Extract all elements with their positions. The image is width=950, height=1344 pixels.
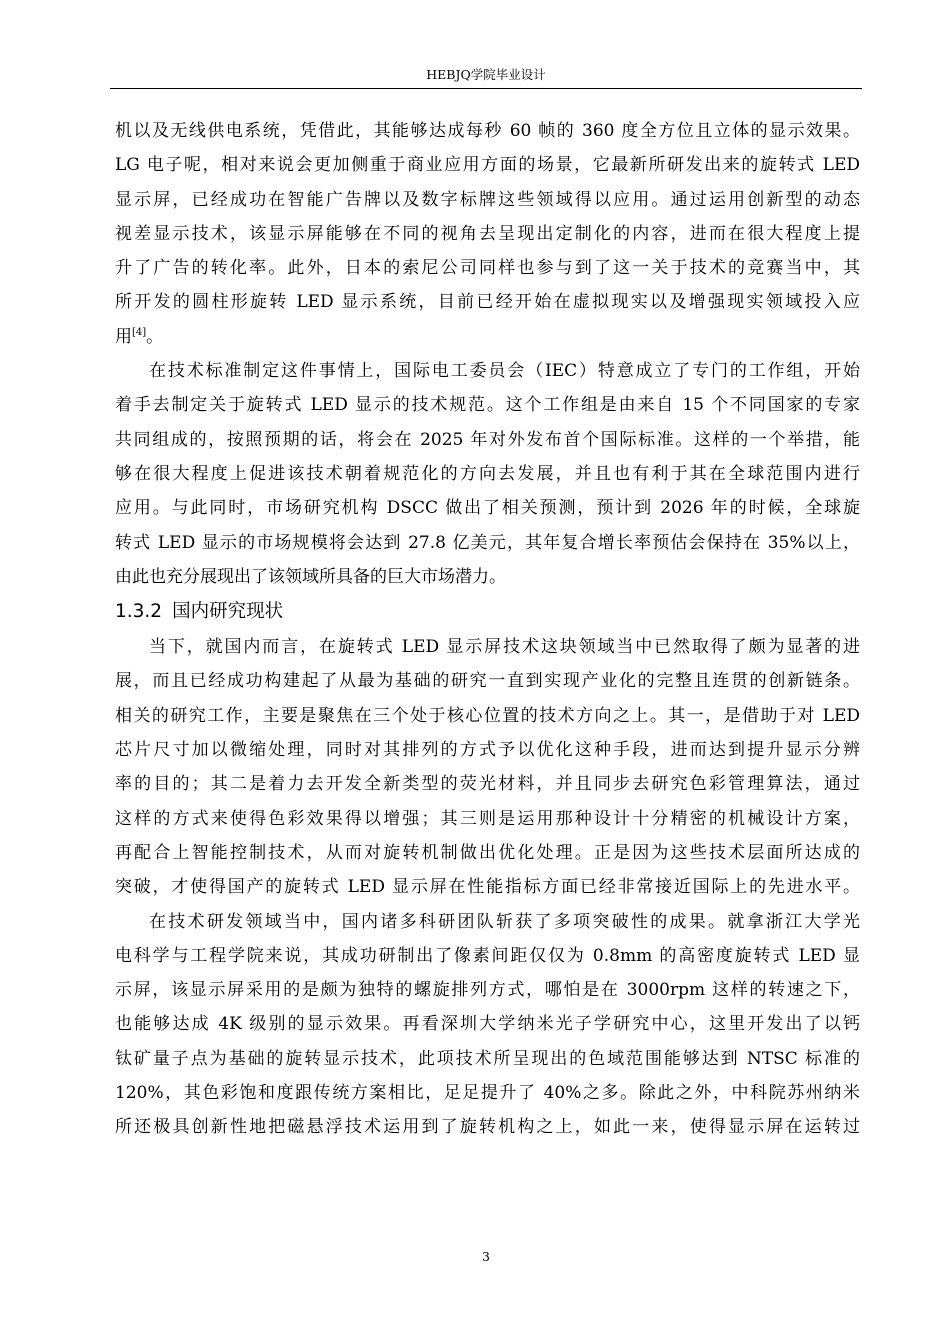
text-line: 机以及无线供电系统，凭借此，其能够达成每秒 60 帧的 360 度全方位且立体的显示效果。 — [115, 121, 860, 141]
text-line: 所还极具创新性地把磁悬浮技术运用到了旋转机构之上，如此一来，使得显示屏在运转过 — [115, 1117, 860, 1138]
text-line: 显示屏，已经成功在智能广告牌以及数字标牌这些领域得以应用。通过运用创新型的动态 — [115, 189, 860, 210]
text-line: 钛矿量子点为基础的旋转显示技术，此项技术所呈现出的色域范围能够达到 NTSC 标准的 — [115, 1048, 860, 1069]
text-line: LG 电子呢，相对来说会更加侧重于商业应用方面的场景，它最新所研发出来的旋转式 LED — [115, 155, 860, 176]
page-number: 3 — [482, 1249, 490, 1264]
text-line: 突破，才使得国产的旋转式 LED 显示屏在性能指标方面已经非常接近国际上的先进水平。 — [115, 877, 860, 898]
text-line: 着手去制定关于旋转式 LED 显示的技术规范。这个工作组是由来自 15 个不同国家的专家 — [115, 395, 860, 416]
section-title: 国内研究现状 — [172, 601, 284, 623]
text-line: 芯片尺寸加以微缩处理，同时对其排列的方式予以优化这种手段，进而达到提升显示分辨 — [115, 740, 860, 761]
text-line: 再配合上智能控制技术，从而对旋转机制做出优化处理。正是因为这些技术层面所达成的 — [115, 842, 860, 863]
text-line: 由此也充分展现出了该领域所具备的巨大市场潜力。 — [115, 566, 506, 587]
header-divider — [110, 88, 862, 89]
text-line: 视差显示技术，该显示屏能够在不同的视角去呈现出定制化的内容，进而在很大程度上提 — [115, 223, 860, 244]
paragraph-1 — [115, 114, 860, 354]
page-header-title: HEBJQ学院毕业设计 — [426, 67, 546, 82]
paragraph-4 — [115, 905, 860, 1145]
text-line: 120%，其色彩饱和度跟传统方案相比，足足提升了 40%之多。除此之外，中科院苏州纳米 — [115, 1083, 860, 1104]
text-line: 应用。与此同时，市场研究机构 DSCC 做出了相关预测，预计到 2026 年的时候，全球旋 — [115, 498, 860, 519]
text-line: 升了广告的转化率。此外，日本的索尼公司同样也参与到了这一关于技术的竞赛当中，其 — [115, 258, 860, 279]
text-fragment: 用 — [115, 326, 132, 347]
text-line — [115, 320, 860, 354]
citation-reference: [4] — [132, 326, 147, 338]
text-line: 共同组成的，按照预期的话，将会在 2025 年对外发布首个国际标准。这样的一个举措，能 — [115, 429, 860, 450]
text-line: 展，而且已经成功构建起了从最为基础的研究一直到实现产业化的完整且连贯的创新链条。 — [115, 671, 860, 692]
text-line: 也能够达成 4K 级别的显示效果。再看深圳大学纳米光子学研究中心，这里开发出了以钙 — [115, 1014, 860, 1035]
text-line: 电科学与工程学院来说，其成功研制出了像素间距仅仅为 0.8mm 的高密度旋转式 LED 显 — [115, 945, 860, 966]
text-line: 转式 LED 显示的市场规模将会达到 27.8 亿美元，其年复合增长率预估会保持在 35%以上， — [115, 532, 860, 553]
paragraph-2 — [115, 354, 860, 594]
text-fragment: 。 — [146, 326, 164, 347]
text-line: 所开发的圆柱形旋转 LED 显示系统，目前已经开始在虚拟现实以及增强现实领域投入应 — [115, 292, 860, 313]
section-number: 1.3.2 — [115, 601, 163, 623]
text-line: 够在很大程度上促进该技术朝着规范化的方向去发展，并且也有利于其在全球范围内进行 — [115, 463, 860, 484]
section-heading — [115, 594, 860, 630]
text-line: 在技术标准制定这件事情上，国际电工委员会（IEC）特意成立了专门的工作组，开始 — [149, 361, 860, 382]
text-line: 率的目的；其二是着力去开发全新类型的荧光材料，并且同步去研究色彩管理算法，通过 — [115, 774, 860, 795]
text-line: 相关的研究工作，主要是聚焦在三个处于核心位置的技术方向之上。其一，是借助于对 LED — [115, 705, 860, 726]
text-line: 当下，就国内而言，在旋转式 LED 显示屏技术这块领域当中已然取得了颇为显著的进 — [149, 637, 860, 658]
text-line: 在技术研发领域当中，国内诸多科研团队斩获了多项突破性的成果。就拿浙江大学光 — [149, 911, 860, 932]
text-line: 示屏，该显示屏采用的是颇为独特的螺旋排列方式，哪怕是在 3000rpm 这样的转速之下， — [115, 980, 860, 1001]
paragraph-3 — [115, 630, 860, 904]
document-body — [115, 114, 860, 1145]
text-line: 这样的方式来使得色彩效果得以增强；其三则是运用那种设计十分精密的机械设计方案， — [115, 808, 860, 829]
